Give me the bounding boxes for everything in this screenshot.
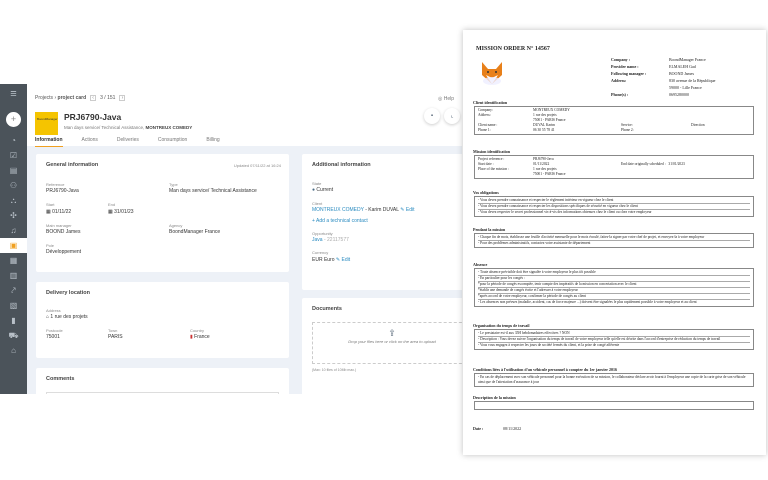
provider-label: Address: (611, 78, 627, 83)
provider-label: Provider name : (611, 64, 639, 69)
type-value: Man days service/ Technical Assistance (169, 188, 257, 194)
list-item: - Les absences non prévues (maladie, accident, cas de force majeure ...) doivent être signalées le plus rapidement possible à votre employeur et au client (478, 300, 697, 304)
reports-icon[interactable]: ⤤ (11, 285, 16, 295)
list-item: - Chaque fin de mois, établissez une feuille d'activité mensuelle pour le mois écoulé, faites-la signer par votre chef de projet, et envoyez-la à votre employeur (478, 235, 750, 241)
list-item: - Vous vous engagez à respecter les jours de société fermés du client, et la prise de congé afférente (478, 343, 620, 347)
additional-information-card (302, 154, 462, 290)
general-information-card (36, 154, 289, 272)
label: Pole (46, 243, 55, 248)
description-box (474, 401, 754, 410)
mission-order-document (463, 30, 766, 455)
provider-label: Following manager : (611, 71, 647, 76)
breadcrumb-projects[interactable]: Projects (35, 95, 54, 101)
resources-icon[interactable]: ⚇ (9, 181, 18, 190)
country-value: ▮ France (190, 334, 210, 340)
cart-icon[interactable]: ⛟ (8, 330, 19, 340)
projects-icon[interactable]: ▣ (0, 238, 27, 253)
mission-box: Project reference : PRJ6790-Java Start date : 01/11/2022 End date originally scheduled : 31/01/2023 Place of the mission : 1 rue des projets 75001 - PARIS France (474, 155, 754, 179)
apps-icon[interactable]: ⌂ (11, 346, 16, 355)
section-title: Description de la mission (473, 395, 516, 400)
section-title: Conditions liées à l'utilisation d'un véhicule personnel à compter du 1er janvier 2016 (473, 367, 618, 372)
card-title: Comments (46, 376, 75, 382)
pole-value: Développement (46, 249, 82, 255)
provider-value: 0695280000 (669, 92, 689, 97)
opportunities-icon[interactable]: ✣ (10, 211, 17, 220)
during-box (474, 233, 754, 248)
list-item: - Le prestataire est-il aux 35H hebdomadaires effectives ? NON (478, 331, 750, 337)
label: Address (46, 308, 61, 313)
add-icon[interactable]: + (6, 112, 21, 127)
action-menu-button[interactable]: ▪ (424, 108, 440, 124)
provider-value: BoondManager France (669, 57, 706, 62)
document-title: MISSION ORDER N° 14567 (476, 46, 550, 52)
client-box: Company: MONTREUX COMEDY Address: 1 rue des projets 75001 - PARIS France Client name : DUVAL Karim Service: Direction Phone 1: 06 30 55 78 41 Phone 2: (474, 106, 754, 135)
client-link[interactable]: MONTREUX COMEDY (312, 207, 364, 213)
menu-icon[interactable]: ≡ (10, 88, 17, 100)
list-item: - Vous devez respecter le secret professionnel vis-à-vis des informations obtenues chez le client ou chez votre employeur (478, 210, 652, 214)
edit-client-link[interactable]: ✎ Edit (400, 207, 415, 213)
date-label: Date : (473, 426, 484, 431)
edit-currency-link[interactable]: ✎ Edit (335, 257, 351, 263)
card-title: General information (46, 162, 99, 168)
list-item: *établir une demande de congés écrite et l'adresser à votre employeur (478, 288, 750, 294)
town-value: PARIS (108, 334, 123, 340)
tasks-icon[interactable]: ☑ (9, 151, 18, 160)
prev-button[interactable]: ‹ (90, 95, 96, 101)
label: Town (108, 328, 118, 333)
label: Main manager (46, 223, 72, 228)
opportunity-value: Java - 22117577 (312, 237, 349, 243)
reference-value: PRJ6790-Java (46, 188, 79, 194)
provider-value: ELMALEH Gad (669, 64, 696, 69)
tab-deliveries[interactable]: Deliveries (116, 137, 139, 143)
end-date: ▦ 31/01/23 (108, 209, 134, 215)
documents-card (302, 298, 462, 394)
provider-label: Company : (611, 57, 631, 62)
battery-icon[interactable]: ▮ (11, 316, 16, 325)
label: Client (312, 201, 323, 206)
breadcrumb: Projects › project card ‹ 3 / 151 › (35, 95, 129, 101)
breadcrumb-current: project card (57, 95, 87, 101)
tabs (35, 137, 239, 147)
flag-icon: ▮ (190, 334, 193, 340)
address-value: ⌂ 1 rue des projets (46, 314, 88, 320)
upload-dropzone[interactable]: ⇪ Drop your files here or click on the area to upload (312, 322, 462, 364)
list-item: - Vous devez prendre connaissance et respecter le règlement intérieur en vigueur chez le client (478, 198, 750, 204)
list-item: *pour la période de congés escomptée, tenir compte des impératifs de la mission en concertation avec le client (478, 282, 750, 288)
label: Country (190, 328, 205, 333)
page-title: PRJ6790-Java (64, 112, 122, 122)
card-title: Delivery location (46, 290, 91, 296)
currency-value: EUR Euro ✎ Edit (312, 257, 351, 263)
comment-input[interactable] (46, 392, 279, 394)
crm-icon[interactable]: ▤ (9, 166, 18, 175)
org-icon[interactable]: ⛬ (10, 195, 17, 205)
client-logo: BoondManager (35, 112, 58, 135)
opportunity-link[interactable]: Java (312, 237, 323, 243)
label: Currency (312, 250, 329, 255)
list-item: *après accord de votre employeur, confirmer la période de congés au client (478, 294, 750, 300)
upload-limit: (Max: 10 files of 10Mb max.) (312, 368, 357, 372)
provider-label: Phone(s) : (611, 92, 629, 97)
updated-text: Updated 07/11/22 at 16:24 (233, 163, 281, 168)
bell-icon[interactable]: ♫ (10, 226, 17, 235)
billing-icon[interactable]: ▥ (9, 271, 18, 280)
boondmanager-app (0, 84, 462, 394)
provider-value: BOOND James (669, 71, 694, 76)
project-header (27, 84, 462, 146)
sidebar (0, 84, 27, 394)
section-title: Absence (473, 262, 488, 267)
client-value: MONTREUX COMEDY - Karim DUVAL ✎ Edit (312, 207, 415, 213)
project-subtitle: Man days service/ Technical Assistance, MONTREUX COMEDY (64, 125, 193, 130)
timesheet-icon[interactable]: ▦ (9, 256, 18, 265)
list-item: - Description : Vous devez suivre l'organisation du temps de travail de votre employeur telle qu'elle est décrite dans l'accord d'entreprise de réduction du temps de travail (478, 337, 750, 343)
dashboard-icon[interactable]: ◔ (11, 136, 16, 145)
label: Start (46, 202, 55, 207)
postcode-value: 75001 (46, 334, 60, 340)
chart-button[interactable]: ⌞ (444, 108, 460, 124)
absence-box (474, 268, 754, 307)
label: End (108, 202, 116, 207)
section-title: Mission identification (473, 149, 511, 154)
label: Reference (46, 182, 65, 187)
fox-logo-icon (478, 59, 506, 87)
section-title: Vos obligations (473, 190, 499, 195)
provider-value: 830 avenue de la République (669, 78, 716, 83)
tab-information[interactable]: Information (35, 137, 63, 147)
card-title: Additional information (312, 162, 371, 168)
pager: 3 / 151 (100, 95, 116, 101)
obligations-box (474, 196, 754, 217)
manager-value: BOOND James (46, 229, 81, 235)
list-item: - En cas de déplacement avec son véhicule personnel pour la bonne exécution de sa mission, le collaborateur déclare avoir fourni à l'employeur une copie de la carte grise de son véhicule ainsi que de l'attestation d'assurance à jour (478, 375, 746, 384)
tab-consumption[interactable]: Consumption (157, 137, 188, 143)
upload-icon: ⇪ (388, 328, 396, 338)
label: Postcode (46, 328, 63, 333)
documents-icon[interactable]: ▧ (9, 301, 18, 310)
section-title: Pendant la mission (473, 227, 506, 232)
label: Opportunity (312, 231, 333, 236)
help-link[interactable]: ◎ Help (437, 96, 454, 102)
section-title: Organisation du temps de travail (473, 323, 530, 328)
card-title: Documents (312, 306, 342, 312)
date-value: 08/11/2022 (503, 426, 522, 431)
worktime-box (474, 329, 754, 350)
label: Agency (169, 223, 183, 228)
list-item: - Pour des problèmes administratifs, contactez votre assistante de département (478, 241, 591, 245)
state-value: ● Current (312, 187, 334, 193)
agency-value: BoondManager France (169, 229, 221, 235)
vehicle-box (474, 373, 754, 387)
comments-card (36, 368, 289, 394)
label: State (312, 181, 322, 186)
start-date: ▦ 01/11/22 (46, 209, 72, 215)
label: Type (169, 182, 178, 187)
list-item: - Toute absence prévisible doit être signalée à votre employeur le plus tôt possible (478, 270, 750, 276)
tab-actions[interactable]: Actions (81, 137, 98, 143)
add-technical-contact-link[interactable]: + Add a technical contact (312, 218, 368, 224)
next-button[interactable]: › (119, 95, 125, 101)
provider-value: 59000 - Lille France (669, 85, 702, 90)
delivery-location-card (36, 282, 289, 358)
section-title: Client identification (473, 100, 508, 105)
tab-billing[interactable]: Billing (206, 137, 220, 143)
list-item: - En particulier pour les congés : (478, 276, 750, 282)
end-date: End date originally scheduled : 31/01/2023 (621, 162, 685, 166)
list-item: - Vous devez prendre connaissance et respecter les dispositions spécifiques de sécurité en vigueur chez le client (478, 204, 750, 210)
